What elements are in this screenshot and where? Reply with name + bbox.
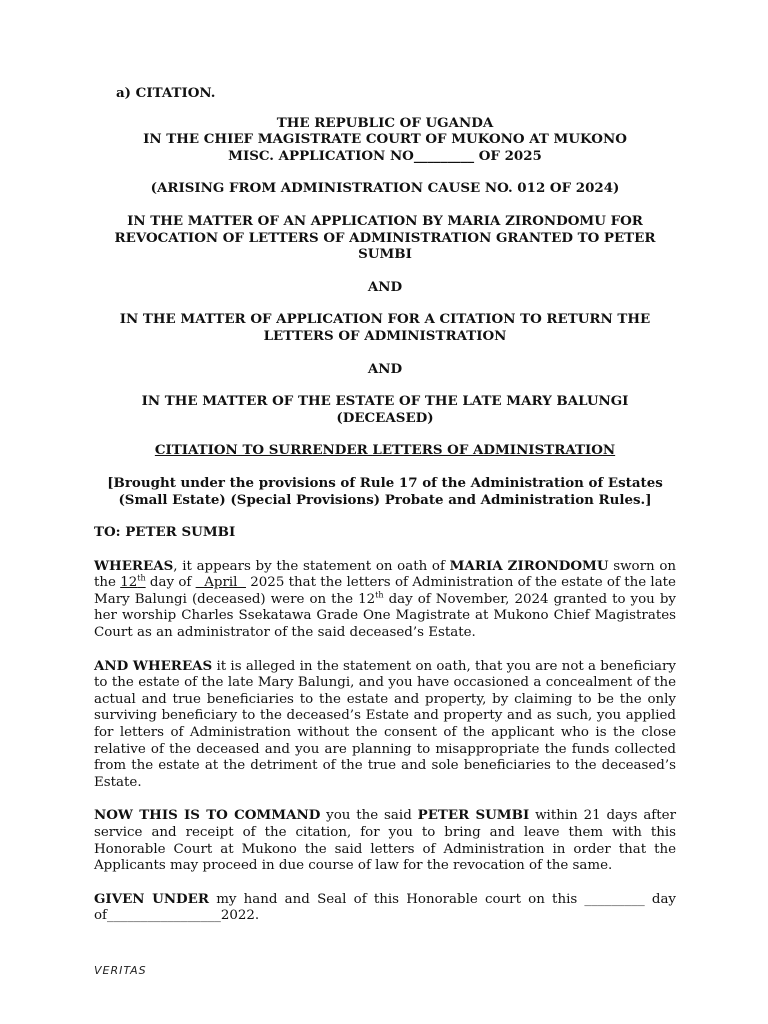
and-1: AND [367,278,403,295]
republic-line: THE REPUBLIC OF UGANDA [276,114,494,131]
day-sup: th [137,573,146,583]
document-page [94,85,676,941]
section-label: a) CITATION. [116,85,216,101]
and-whereas-paragraph [94,658,676,792]
to-text: TO: PETER SUMBI [94,524,236,541]
whereas-paragraph [94,558,676,642]
whereas-text-4: 2025 that the letters of Administration of the estate of the late Mary Balungi (deceased) were on the 12 [94,575,676,607]
command-name: PETER SUMBI [417,807,530,824]
matter-1: IN THE MATTER OF AN APPLICATION BY MARIA ZIRONDOMU FOR REVOCATION OF LETTERS OF ADMINISTRATION GRANTED TO PETER SUMBI [114,212,656,263]
matter-3: IN THE MATTER OF THE ESTATE OF THE LATE MARY BALUNGI (DECEASED) [141,393,629,426]
given-paragraph [94,891,676,925]
and-whereas-lead: AND WHEREAS [94,657,213,674]
court-header [94,115,676,165]
citation-title-wrap [94,442,676,459]
court-line: IN THE CHIEF MAGISTRATE COURT OF MUKONO AT MUKONO [143,131,627,148]
command-paragraph [94,807,676,874]
whereas-text-1: , it appears by the statement on oath of [173,558,450,574]
command-text-2: within 21 days after service and receipt of the citation, for you to bring and leave them with this Honorable Court at Mukono the said letters of Administration in order that the Applicants may proceed in due course of law for the revocation of the same. [94,808,676,874]
misc-application-line: MISC. APPLICATION NO_________ OF 2025 [228,147,542,164]
given-lead: GIVEN UNDER [94,890,210,907]
and-2: AND [367,360,403,377]
command-lead: NOW THIS IS TO COMMAND [94,807,321,824]
matter-2: IN THE MATTER OF APPLICATION FOR A CITATION TO RETURN THE LETTERS OF ADMINISTRATION [119,311,651,344]
footer-logo: VERITAS [94,964,147,977]
whereas-sup-2: th [375,590,384,600]
whereas-lead: WHEREAS [94,557,174,574]
arising-line: (ARISING FROM ADMINISTRATION CAUSE NO. 012 OF 2024) [150,180,620,197]
whereas-text-3: day of [145,575,196,591]
citation-title: CITIATION TO SURRENDER LETTERS OF ADMINISTRATION [154,442,616,459]
brought-under: [Brought under the provisions of Rule 17 of the Administration of Estates (Small Estate) (Special Provisions) Probate and Administration Rules.] [107,474,663,508]
whereas-text-2: sworn on the [94,558,677,591]
whereas-month: April [195,575,246,591]
to-line [94,524,676,542]
and-whereas-text: it is alleged in the statement on oath, that you are not a beneficiary to the estate of the late Mary Balungi, and you have occasioned a concealment of the actual and true beneficiaries to the estate and property, by claiming to be the only surviving beneficiary to the deceased’s Estate and property and as such, you applied for letters of Administration without the consent of the applicant who is the close relative of the deceased and you are planning to misappropriate the funds collected from the estate at the detriment of the true and sole beneficiaries to the deceased’s Estate. [94,658,677,790]
command-text-1: you the said [320,808,418,824]
whereas-text-5: day of November, 2024 granted to you by her worship Charles Ssekatawa Grade One Magistrate at Mukono Chief Magistrates Court as an administrator of the said deceased’s Estate. [94,591,676,641]
day-number: 12 [120,575,138,591]
whereas-name: MARIA ZIRONDOMU [449,557,609,574]
whereas-day [120,575,145,590]
given-text: my hand and Seal of this Honorable court on this _________ day of_________________2022. [94,891,676,924]
